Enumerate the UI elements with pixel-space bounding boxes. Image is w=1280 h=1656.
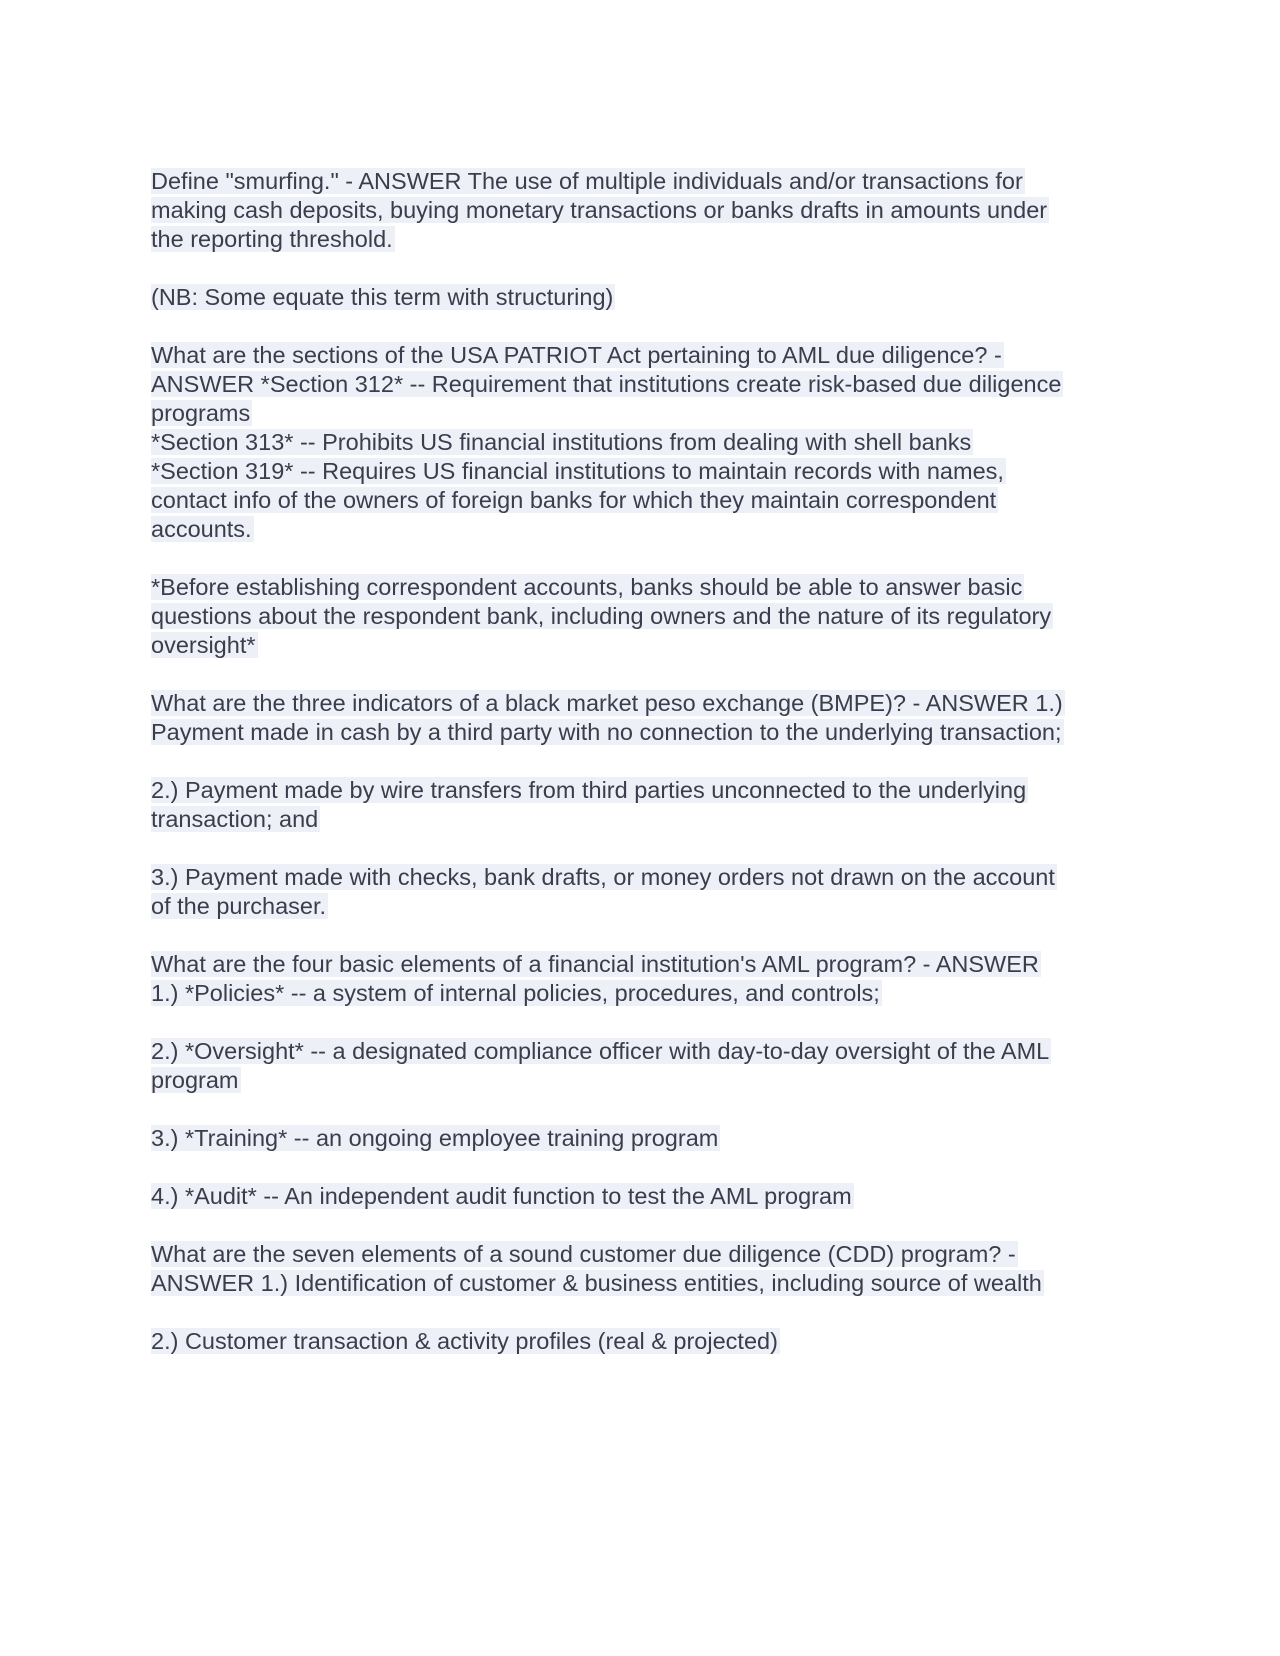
text-line: 3.) Payment made with checks, bank drafts, or money orders not drawn on the account	[151, 864, 1055, 890]
text-line: What are the seven elements of a sound customer due diligence (CDD) program? -	[151, 1241, 1016, 1267]
text-line: contact info of the owners of foreign banks for which they maintain correspondent	[151, 487, 997, 513]
paragraph-aml-oversight	[151, 1037, 1141, 1095]
text-line: accounts.	[151, 516, 252, 542]
document-body	[151, 167, 1141, 1385]
paragraph-correspondent-accounts-note	[151, 573, 1141, 660]
text-line: questions about the respondent bank, including owners and the nature of its regulatory	[151, 603, 1052, 629]
paragraph-smurfing-definition	[151, 167, 1141, 254]
text-line: Payment made in cash by a third party with no connection to the underlying transaction;	[151, 719, 1062, 745]
text-line: 2.) *Oversight* -- a designated compliance officer with day-to-day oversight of the AML	[151, 1038, 1050, 1064]
paragraph-cdd-profiles	[151, 1327, 1141, 1356]
text-line: oversight*	[151, 632, 256, 658]
text-line: (NB: Some equate this term with structuring)	[151, 284, 614, 310]
paragraph-cdd-elements	[151, 1240, 1141, 1298]
paragraph-aml-audit	[151, 1182, 1141, 1211]
text-line: program	[151, 1067, 239, 1093]
paragraph-bmpe-indicator-3	[151, 863, 1141, 921]
text-line: What are the sections of the USA PATRIOT Act pertaining to AML due diligence? -	[151, 342, 1002, 368]
text-line: programs	[151, 400, 251, 426]
text-line: *Section 313* -- Prohibits US financial institutions from dealing with shell banks	[151, 429, 972, 455]
paragraph-patriot-act-sections	[151, 341, 1141, 544]
paragraph-structuring-note	[151, 283, 1141, 312]
paragraph-aml-training	[151, 1124, 1141, 1153]
text-line: 2.) Payment made by wire transfers from third parties unconnected to the underlying	[151, 777, 1027, 803]
text-line: *Section 319* -- Requires US financial institutions to maintain records with names,	[151, 458, 1004, 484]
paragraph-bmpe-indicator-2	[151, 776, 1141, 834]
text-line: transaction; and	[151, 806, 319, 832]
text-line: ANSWER 1.) Identification of customer & business entities, including source of wealth	[151, 1270, 1042, 1296]
text-line: 1.) *Policies* -- a system of internal policies, procedures, and controls;	[151, 980, 880, 1006]
text-line: the reporting threshold.	[151, 226, 393, 252]
text-line: *Before establishing correspondent accounts, banks should be able to answer basic	[151, 574, 1023, 600]
text-line: What are the four basic elements of a financial institution's AML program? - ANSWER	[151, 951, 1039, 977]
text-line: 2.) Customer transaction & activity profiles (real & projected)	[151, 1328, 778, 1354]
text-line: 3.) *Training* -- an ongoing employee training program	[151, 1125, 719, 1151]
text-line: of the purchaser.	[151, 893, 327, 919]
paragraph-aml-program-elements	[151, 950, 1141, 1008]
text-line: making cash deposits, buying monetary transactions or banks drafts in amounts under	[151, 197, 1048, 223]
paragraph-bmpe-indicators	[151, 689, 1141, 747]
text-line: What are the three indicators of a black market peso exchange (BMPE)? - ANSWER 1.)	[151, 690, 1063, 716]
text-line: ANSWER *Section 312* -- Requirement that institutions create risk-based due diligence	[151, 371, 1062, 397]
text-line: Define "smurfing." - ANSWER The use of multiple individuals and/or transactions for	[151, 168, 1023, 194]
text-line: 4.) *Audit* -- An independent audit function to test the AML program	[151, 1183, 852, 1209]
